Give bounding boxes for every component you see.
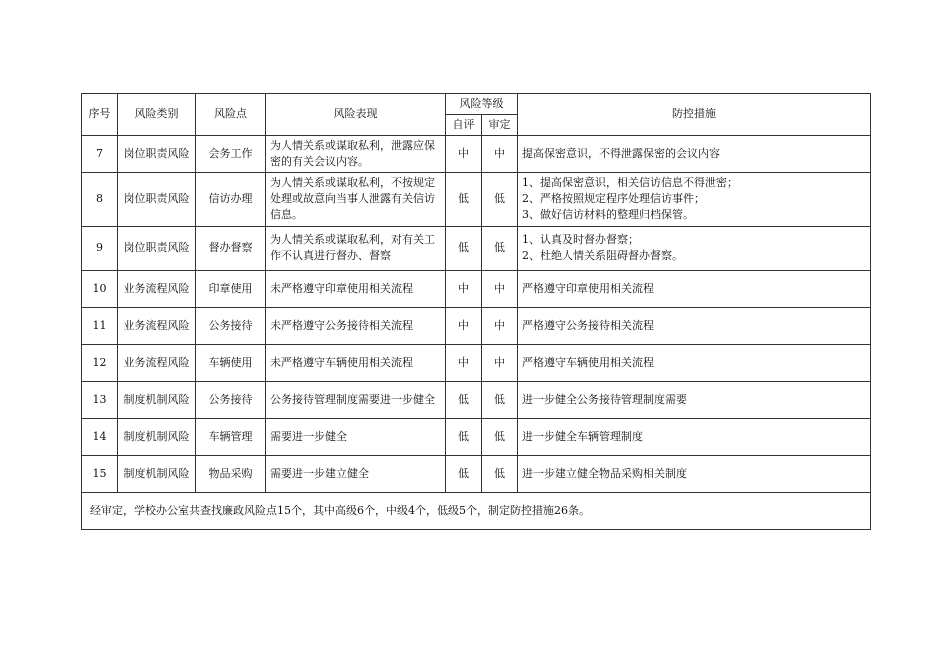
row-measures (518, 455, 871, 492)
measure-line: 3、做好信访材料的整理归档保管。 (522, 208, 694, 222)
measure-line: 进一步健全车辆管理制度 (522, 429, 643, 443)
row-point: 车辆管理 (196, 418, 266, 455)
header-manifestation: 风险表现 (266, 94, 446, 136)
row-review-level: 中 (482, 307, 518, 344)
row-seq: 14 (82, 418, 118, 455)
row-measures (518, 307, 871, 344)
table-row (82, 381, 871, 418)
row-point: 公务接待 (196, 381, 266, 418)
row-measures (518, 135, 871, 172)
row-point: 车辆使用 (196, 344, 266, 381)
risk-table (81, 93, 871, 530)
row-measures (518, 226, 871, 270)
row-measures (518, 172, 871, 226)
row-self-level: 中 (446, 307, 482, 344)
row-measures (518, 381, 871, 418)
row-manifestation: 公务接待管理制度需要进一步健全 (266, 381, 446, 418)
measure-line: 严格遵守印章使用相关流程 (522, 281, 654, 295)
header-point: 风险点 (196, 94, 266, 136)
row-self-level: 中 (446, 344, 482, 381)
row-seq: 10 (82, 270, 118, 307)
row-category: 岗位职责风险 (118, 226, 196, 270)
table-row (82, 344, 871, 381)
row-seq: 8 (82, 172, 118, 226)
row-category: 制度机制风险 (118, 418, 196, 455)
row-point: 物品采购 (196, 455, 266, 492)
table-body (82, 135, 871, 492)
measure-line: 严格遵守车辆使用相关流程 (522, 355, 654, 369)
row-point: 督办督察 (196, 226, 266, 270)
table-row (82, 226, 871, 270)
row-seq: 12 (82, 344, 118, 381)
row-category: 业务流程风险 (118, 307, 196, 344)
row-manifestation: 未严格遵守车辆使用相关流程 (266, 344, 446, 381)
row-review-level: 低 (482, 381, 518, 418)
row-category: 制度机制风险 (118, 381, 196, 418)
measure-line: 严格遵守公务接待相关流程 (522, 318, 654, 332)
measure-line: 进一步健全公务接待管理制度需要 (522, 392, 687, 406)
row-measures (518, 344, 871, 381)
row-review-level: 中 (482, 344, 518, 381)
row-self-level: 中 (446, 270, 482, 307)
header-self: 自评 (446, 114, 482, 135)
measure-line: 1、认真及时督办督察； (522, 233, 639, 247)
row-manifestation: 为人情关系或谋取私利，泄露应保密的有关会议内容。 (266, 135, 446, 172)
row-seq: 11 (82, 307, 118, 344)
row-review-level: 中 (482, 270, 518, 307)
measure-line: 1、提高保密意识，相关信访信息不得泄密； (522, 176, 738, 190)
row-point: 印章使用 (196, 270, 266, 307)
measure-line: 2、严格按照规定程序处理信访事件； (522, 192, 705, 206)
row-measures (518, 270, 871, 307)
table-row (82, 270, 871, 307)
header-seq: 序号 (82, 94, 118, 136)
row-self-level: 低 (446, 418, 482, 455)
header-measures: 防控措施 (518, 94, 871, 136)
row-manifestation: 需要进一步建立健全 (266, 455, 446, 492)
table-row (82, 135, 871, 172)
row-self-level: 中 (446, 135, 482, 172)
header-review: 审定 (482, 114, 518, 135)
row-review-level: 低 (482, 226, 518, 270)
row-review-level: 低 (482, 455, 518, 492)
row-manifestation: 需要进一步健全 (266, 418, 446, 455)
measure-line: 进一步建立健全物品采购相关制度 (522, 466, 687, 480)
row-point: 信访办理 (196, 172, 266, 226)
row-manifestation: 为人情关系或谋取私利，不按规定处理或故意向当事人泄露有关信访信息。 (266, 172, 446, 226)
row-self-level: 低 (446, 226, 482, 270)
row-review-level: 低 (482, 418, 518, 455)
row-manifestation: 为人情关系或谋取私利，对有关工作不认真进行督办、督察 (266, 226, 446, 270)
row-self-level: 低 (446, 381, 482, 418)
row-measures (518, 418, 871, 455)
row-manifestation: 未严格遵守公务接待相关流程 (266, 307, 446, 344)
row-seq: 15 (82, 455, 118, 492)
table-row (82, 307, 871, 344)
row-self-level: 低 (446, 455, 482, 492)
measure-line: 2、杜绝人情关系阻碍督办督察。 (522, 249, 683, 263)
measure-line: 提高保密意识，不得泄露保密的会议内容 (522, 146, 720, 160)
row-point: 会务工作 (196, 135, 266, 172)
row-seq: 13 (82, 381, 118, 418)
row-category: 制度机制风险 (118, 455, 196, 492)
row-category: 业务流程风险 (118, 270, 196, 307)
row-seq: 9 (82, 226, 118, 270)
row-review-level: 低 (482, 172, 518, 226)
row-category: 岗位职责风险 (118, 172, 196, 226)
row-category: 业务流程风险 (118, 344, 196, 381)
header-category: 风险类别 (118, 94, 196, 136)
summary-text: 经审定，学校办公室共查找廉政风险点15个，其中高级6个，中级4个，低级5个，制定防控措施26条。 (82, 492, 871, 529)
row-manifestation: 未严格遵守印章使用相关流程 (266, 270, 446, 307)
table-row (82, 418, 871, 455)
header-level: 风险等级 (446, 94, 518, 115)
table-row (82, 172, 871, 226)
row-category: 岗位职责风险 (118, 135, 196, 172)
row-self-level: 低 (446, 172, 482, 226)
row-review-level: 中 (482, 135, 518, 172)
row-point: 公务接待 (196, 307, 266, 344)
table-row (82, 455, 871, 492)
row-seq: 7 (82, 135, 118, 172)
